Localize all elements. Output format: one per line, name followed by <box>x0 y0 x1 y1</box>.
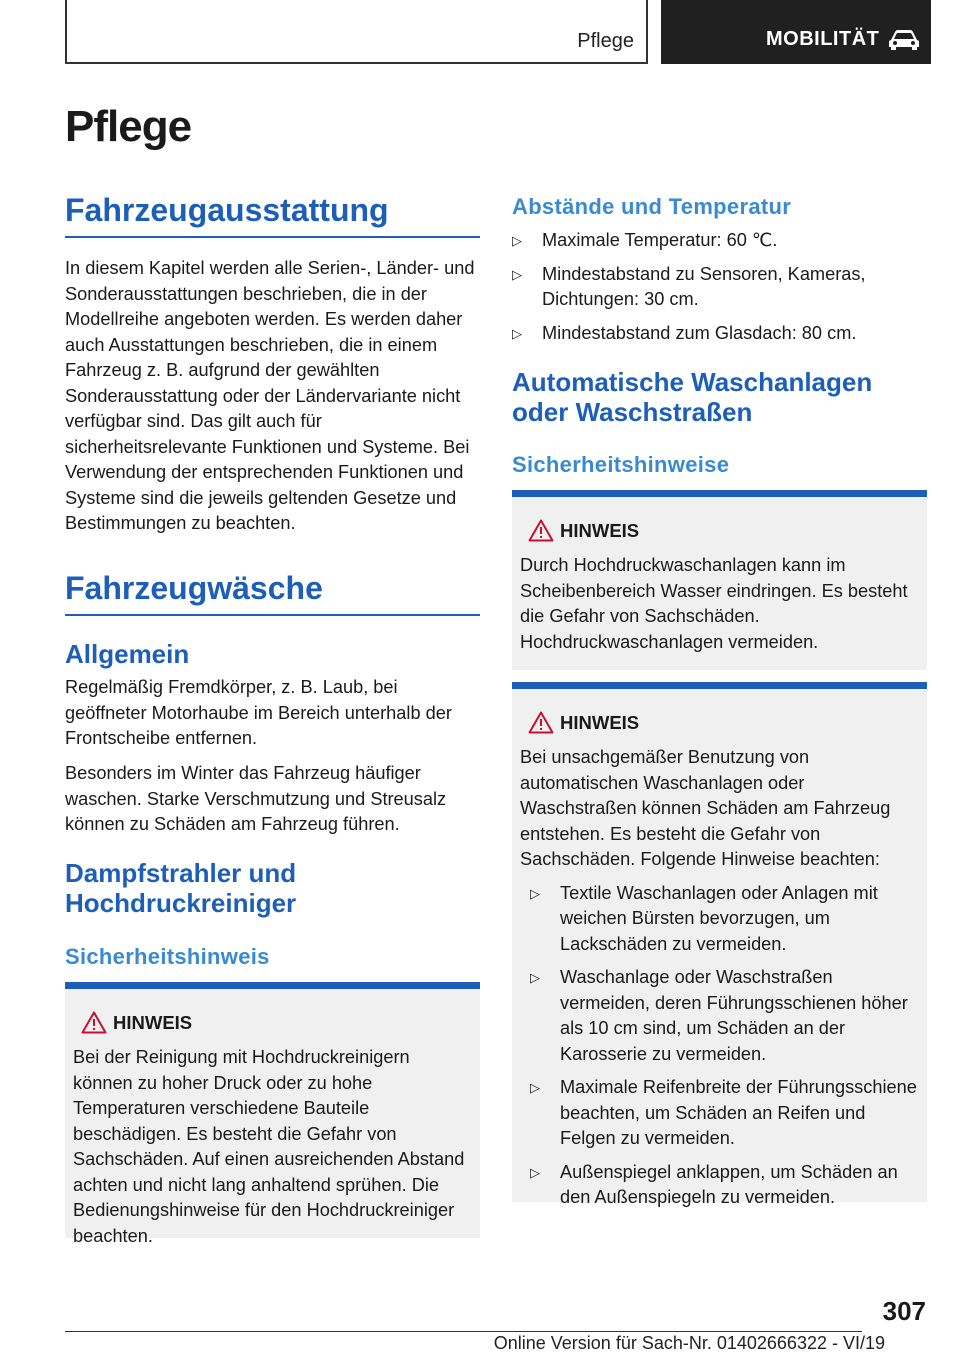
notice-box-hochdruckwaschanlagen <box>512 490 927 670</box>
header-section-title: Pflege <box>577 30 634 52</box>
bullet-icon: ▷ <box>530 1080 540 1095</box>
list-item: ▷ Mindestabstand zum Glasdach: 80 cm. <box>512 321 927 347</box>
notice-label: HINWEIS <box>560 712 640 733</box>
notice-text: Bei unsachgemäßer Benutzung von automatischen Waschanlagen oder Waschstraßen können Schäden am Fahrzeug entstehen. Es besteht die Gefahr von Sachschäden. Folgende Hinweise beachten: <box>520 747 891 869</box>
notice-text: Bei der Reinigung mit Hochdruckreinigern können zu hoher Druck oder zu hohe Temperaturen verschiedene Bauteile beschädigen. Es besteht die Gefahr von Sachschäden. Auf einen ausreichenden Abstand achten und nicht lang anhaltend sprühen. Die Bedienungshinweise für den Hochdruckreiniger beachten. <box>73 1047 465 1246</box>
heading-fahrzeugwaesche: Fahrzeugwäsche <box>65 570 480 616</box>
bullet-icon: ▷ <box>530 1164 540 1180</box>
heading-fahrzeugausstattung: Fahrzeugausstattung <box>65 192 480 238</box>
notice-label: HINWEIS <box>113 1012 193 1033</box>
notice-box-waschanlagen <box>512 682 927 1207</box>
header-section-tab <box>65 0 648 64</box>
heading-dampfstrahler: Dampfstrahler und Hochdruckreiniger <box>65 858 297 918</box>
paragraph-allgemein-2: Besonders im Winter das Fahrzeug häufiger waschen. Starke Verschmutzung und Streusalz können zu Schäden am Fahrzeug führen. <box>65 763 447 834</box>
list-waschanlagen-hinweise <box>520 881 919 1211</box>
list-item: ▷ Außenspiegel anklappen, um Schäden an den Außenspiegeln zu vermeiden. <box>530 1161 898 1207</box>
warning-triangle-icon <box>528 519 554 542</box>
bullet-icon: ▷ <box>530 970 540 985</box>
heading-sicherheitshinweise: Sicherheitshinweise <box>512 452 730 477</box>
list-item: ▷ Textile Waschanlagen oder Anlagen mit weichen Bürsten bevorzugen, um Lackschäden zu vermeiden. <box>530 882 878 954</box>
list-item: ▷ Maximale Reifenbreite der Führungsschiene beachten, um Schäden an Reifen und Felgen zu vermeiden. <box>530 1077 917 1148</box>
bullet-icon: ▷ <box>512 325 522 341</box>
heading-sicherheitshinweis: Sicherheitshinweis <box>65 944 270 969</box>
notice-box-hochdruckreiniger <box>65 982 480 1246</box>
chapter-title: Pflege <box>65 102 192 151</box>
header-chapter-label: MOBILITÄT <box>766 28 880 50</box>
header-chapter-tab <box>661 0 931 64</box>
warning-triangle-icon <box>528 711 554 734</box>
list-item: ▷ Maximale Temperatur: 60 ℃. <box>512 228 927 254</box>
page-number: 307 <box>882 1296 926 1326</box>
list-item: ▷ Waschanlage oder Waschstraßen vermeiden, deren Führungsschienen höher als 10 cm sind, um Schäden an der Karosserie zu vermeiden. <box>530 967 908 1064</box>
list-abstaende <box>512 228 927 354</box>
car-icon <box>887 28 921 50</box>
warning-triangle-icon <box>81 1011 107 1034</box>
paragraph-fahrzeugausstattung: In diesem Kapitel werden alle Serien-, Länder- und Sonderausstattungen beschrieben, die in der Modellreihe angeboten werden. Es werden daher auch Ausstattungen beschrieben, die in einem Fahrzeug z. B. aufgrund der gewählten Sonderausstattung oder der Ländervariante nicht verfügbar sind. Das gilt auch für sicherheitsrelevante Funktionen und Systeme. Bei Verwendung der entsprechenden Funktionen und Systeme sind die jeweils geltenden Gesetze und Bestimmungen zu beachten. <box>65 258 475 533</box>
notice-header <box>520 711 919 737</box>
footer-divider <box>65 1331 862 1332</box>
list-item: ▷ Mindestabstand zu Sensoren, Kameras, Dichtungen: 30 cm. <box>512 263 866 309</box>
footer-version-text: Online Version für Sach-Nr. 01402666322 - VI/19 <box>493 1333 885 1353</box>
bullet-icon: ▷ <box>530 885 540 901</box>
heading-abstaende: Abstände und Temperatur <box>512 194 792 219</box>
notice-text: Durch Hochdruckwaschanlagen kann im Scheibenbereich Wasser eindringen. Es besteht die Gefahr von Sachschäden. Hochdruckwaschanlagen vermeiden. <box>520 555 908 652</box>
paragraph-allgemein-1: Regelmäßig Fremdkörper, z. B. Laub, bei geöffneter Motorhaube im Bereich unterhalb der Frontscheibe entfernen. <box>65 677 452 748</box>
heading-allgemein: Allgemein <box>65 639 190 669</box>
bullet-icon: ▷ <box>512 266 522 282</box>
notice-label: HINWEIS <box>560 520 640 541</box>
heading-automatische-waschanlagen: Automatische Waschanlagen oder Waschstraßen <box>512 367 873 427</box>
notice-header <box>73 1011 472 1037</box>
bullet-icon: ▷ <box>512 233 522 248</box>
notice-header <box>520 519 919 545</box>
